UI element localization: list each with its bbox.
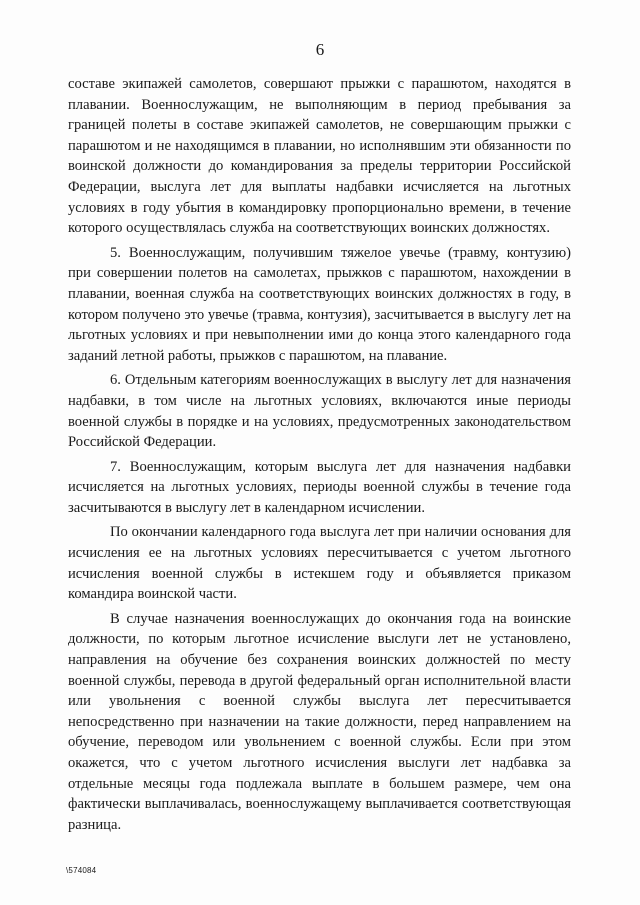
paragraph-item-6: 6. Отдельным категориям военнослужащих в выслугу лет для назначения надбавки, в том числе на льготных условиях, включаются иные периоды военной службы в порядке и на условиях, предусмотренных законодательством Российской Федерации. bbox=[68, 372, 571, 451]
paragraph-item-5: 5. Военнослужащим, получившим тяжелое увечье (травму, контузию) при совершении полетов на самолетах, прыжков с парашютом, нахождении в плавании, военная служба на соответствующих воинских должностях в году, в котором получено это увечье (травма, контузия), засчитывается в выслугу лет на льготных условиях и при невыполнении ими до конца этого календарного года заданий летной работы, прыжков с парашютом, на плавание. bbox=[68, 244, 571, 364]
paragraph-continuation: составе экипажей самолетов, совершают прыжки с парашютом, находятся в плавании. Военнослужащим, не выполняющим в период пребывания за границей полеты в составе экипажей самолетов, не совершающим прыжки с парашютом и не находящимся в плавании, но исполнявшим эти обязанности по воинской должности до командирования за пределы территории Российской Федерации, выслуга лет для выплаты надбавки исчисляется на льготных условиях в году убытия в командировку пропорционально времени, в течение которого осуществлялась служба на соответствующих воинских должностях. bbox=[68, 76, 571, 237]
paragraph-year-end-recalculation: По окончании календарного года выслуга лет при наличии основания для исчисления ее на льготных условиях пересчитывается с учетом льготного исчисления военной службы в истекшем году и объявляется приказом командира воинской части. bbox=[68, 524, 571, 603]
paragraph-item-7: 7. Военнослужащим, которым выслуга лет для назначения надбавки исчисляется на льготных условиях, периоды военной службы в течение года засчитываются в выслугу лет в календарном исчислении. bbox=[68, 458, 571, 516]
page-number: 6 bbox=[315, 40, 325, 59]
document-id: \574084 bbox=[66, 866, 97, 875]
document-body bbox=[68, 74, 571, 839]
paragraph-reassignment-recalculation: В случае назначения военнослужащих до окончания года на воинские должности, по которым льготное исчисление выслуги лет не установлено, направления на обучение без сохранения воинских должностей по месту военной службы, перевода в другой федеральный орган исполнительной власти или увольнения с военной службы выслуга лет пересчитывается непосредственно при назначении на такие должности, перед направлением на обучение, переводом или увольнением с военной службы. Если при этом окажется, что с учетом льготного исчисления выслуги лет надбавка за отдельные месяцы года подлежала выплате в большем размере, чем она фактически выплачивалась, военнослужащему выплачивается соответствующая разница. bbox=[68, 610, 571, 833]
